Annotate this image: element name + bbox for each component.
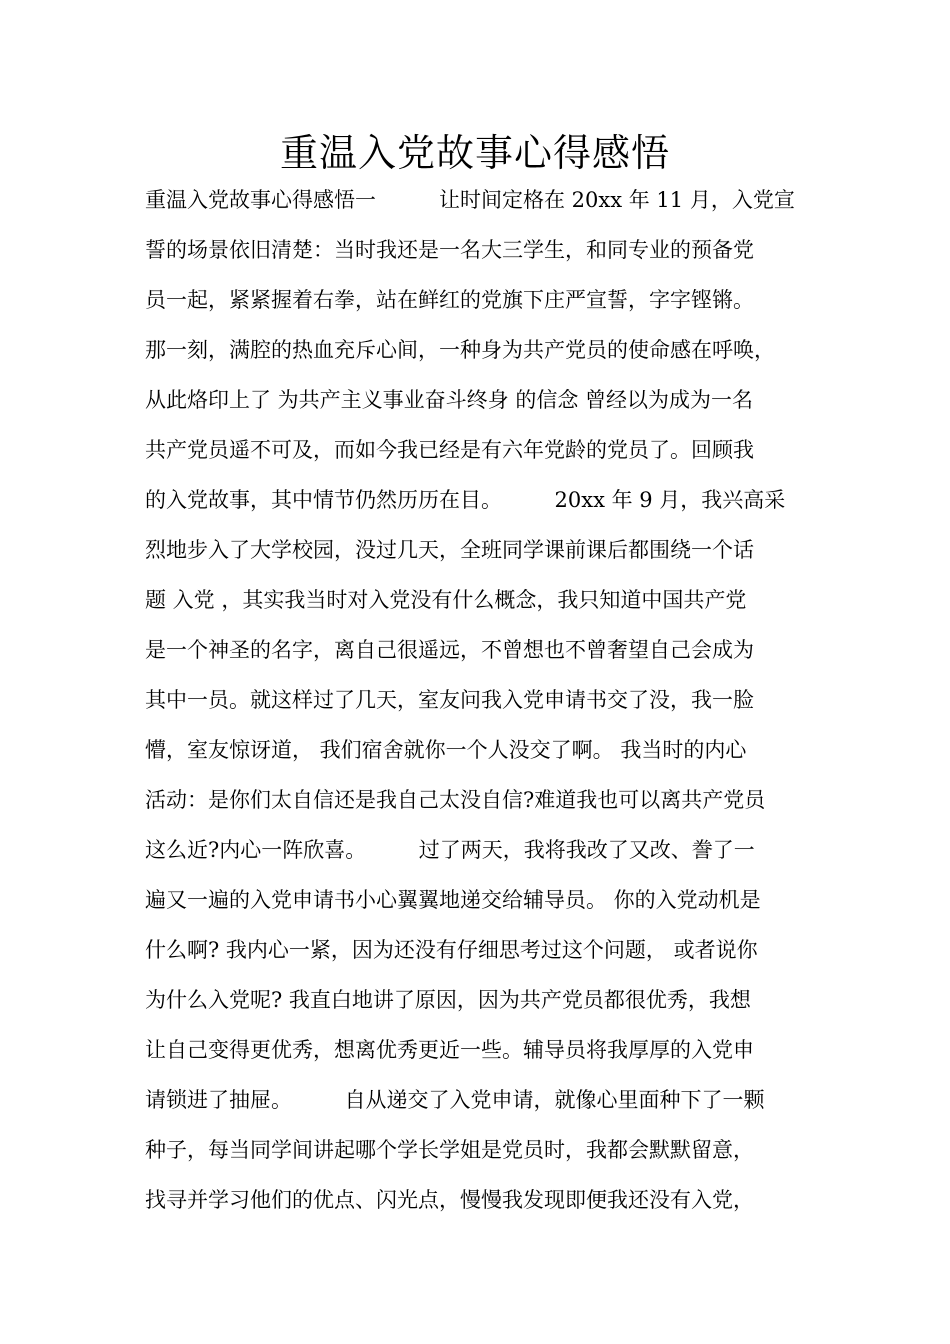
body-line: 是一个神圣的名字，离自己很遥远，不曾想也不曾奢望自己会成为: [145, 638, 754, 662]
body-line: 其中一员。就这样过了几天，室友问我入党申请书交了没，我一脸: [145, 688, 754, 712]
body-line: 请锁进了抽屉。 自从递交了入党申请，就像心里面种下了一颗: [145, 1088, 765, 1112]
body-line: 这么近?内心一阵欣喜。 过了两天，我将我改了又改、誊了一: [145, 838, 755, 862]
body-line: 从此烙印上了 为共产主义事业奋斗终身 的信念 曾经以为成为一名: [145, 388, 754, 412]
body-line: 活动：是你们太自信还是我自己太没自信?难道我也可以离共产党员: [145, 788, 766, 812]
body-line: 员一起，紧紧握着右拳，站在鲜红的党旗下庄严宣誓，字字铿锵。: [145, 288, 754, 312]
body-line: 誓的场景依旧清楚：当时我还是一名大三学生，和同专业的预备党: [145, 238, 754, 262]
document-title: 重温入党故事心得感悟: [279, 131, 670, 175]
body-line: 让自己变得更优秀，想离优秀更近一些。辅导员将我厚厚的入党申: [145, 1038, 754, 1062]
document-body: [145, 180, 835, 1230]
body-line: 那一刻，满腔的热血充斥心间，一种身为共产党员的使命感在呼唤，: [145, 338, 775, 362]
body-line: 为什么入党呢? 我直白地讲了原因，因为共产党员都很优秀，我想: [145, 988, 751, 1012]
body-line: 遍又一遍的入党申请书小心翼翼地递交给辅导员。 你的入党动机是: [145, 888, 761, 912]
body-line: 找寻并学习他们的优点、闪光点，慢慢我发现即便我还没有入党，: [145, 1188, 754, 1212]
body-line: 重温入党故事心得感悟一 让时间定格在 20xx 年 11 月，入党宣: [145, 188, 795, 212]
body-line: 种子，每当同学间讲起哪个学长学姐是党员时，我都会默默留意，: [145, 1138, 754, 1162]
body-line: 什么啊? 我内心一紧，因为还没有仔细思考过这个问题， 或者说你: [145, 938, 758, 962]
body-line: 的入党故事，其中情节仍然历历在目。 20xx 年 9 月，我兴高采: [145, 488, 786, 512]
body-line: 懵，室友惊讶道， 我们宿舍就你一个人没交了啊。 我当时的内心: [145, 738, 747, 762]
body-line: 共产党员遥不可及，而如今我已经是有六年党龄的党员了。回顾我: [145, 438, 754, 462]
body-line: 烈地步入了大学校园，没过几天，全班同学课前课后都围绕一个话: [145, 538, 754, 562]
body-line: 题 入党 ，其实我当时对入党没有什么概念，我只知道中国共产党: [145, 588, 747, 612]
